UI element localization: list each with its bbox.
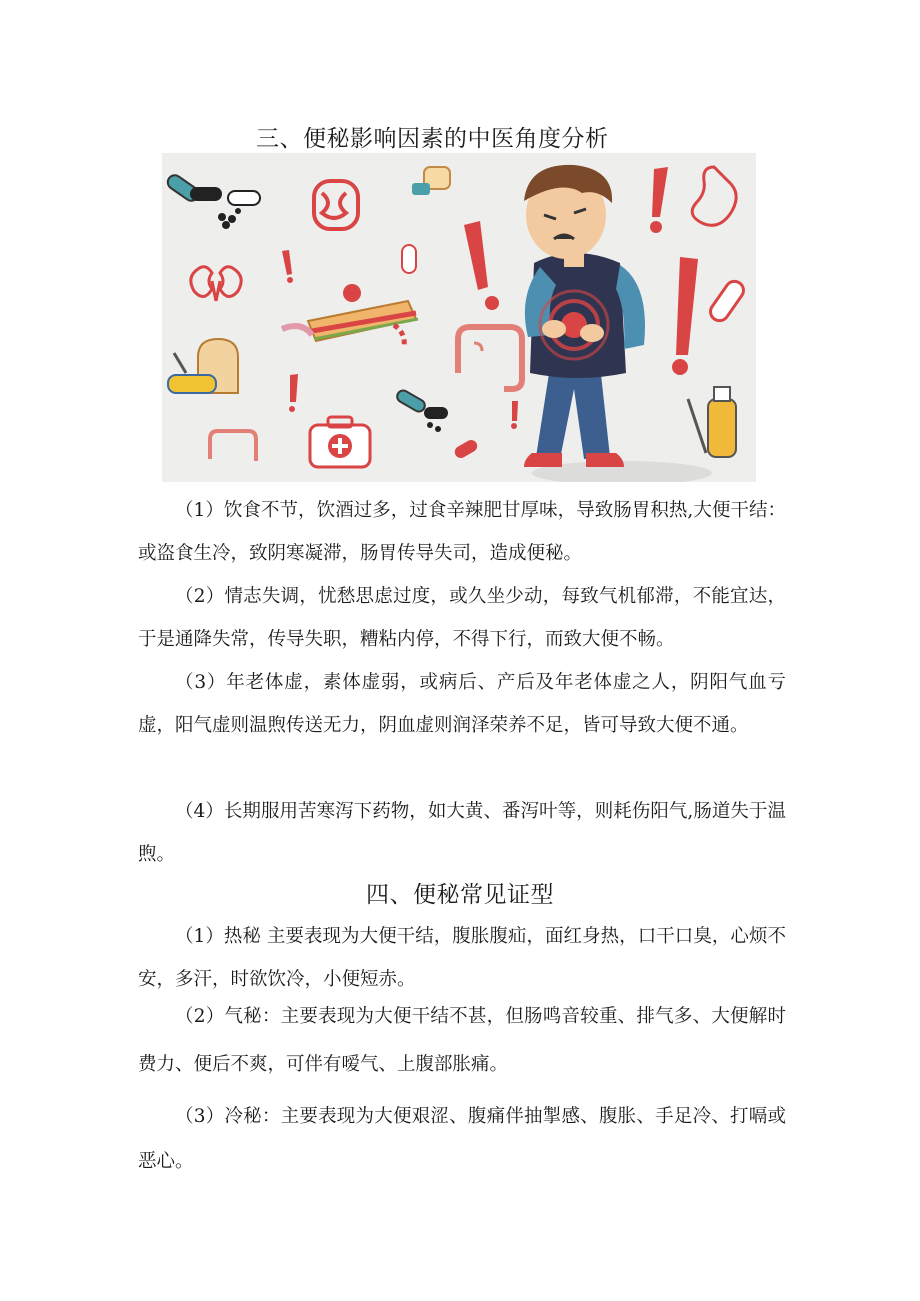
section-4-paragraph-2: （2）气秘：主要表现为大便干结不甚，但肠鸣音较重、排气多、大便解时费力、便后不爽，可伴有嗳气、上腹部胀痛。 <box>138 1006 786 1075</box>
pill-icon <box>395 388 479 460</box>
intestine-icon <box>314 181 358 229</box>
pill-icon <box>707 278 747 324</box>
bread-icon <box>168 339 238 393</box>
intestine-icon <box>210 431 256 461</box>
kidney-icon <box>191 267 241 301</box>
section-3-paragraph-3: （3）年老体虚，素体虚弱，或病后、产后及年老体虚之人，阴阳气血亏虚，阳气虚则温煦传送无力，阴血虚则润泽荣养不足，皆可导致大便不通。 <box>138 672 786 736</box>
constipation-illustration <box>162 153 756 482</box>
pill-icon <box>402 245 416 273</box>
section-3-paragraph-2: （2）情志失调，忧愁思虑过度，或久坐少动，每致气机郁滞，不能宜达，于是通降失常，传导失职，糟粘内停，不得下行，而致大便不畅。 <box>138 586 786 650</box>
section-3-paragraph-1: （1）饮食不节，饮酒过多，过食辛辣肥甘厚味，导致肠胃积热,大便干结：或盗食生冷，致阴寒凝滞，肠胃传导失司，造成便秘。 <box>138 500 786 564</box>
first-aid-kit-icon <box>310 417 370 467</box>
section-3-paragraph-4: （4）长期服用苦寒泻下药物，如大黄、番泻叶等，则耗伤阳气,肠道失于温煦。 <box>138 801 786 865</box>
section-4-title: 四、便秘常见证型 <box>366 882 554 908</box>
bread-icon <box>412 167 450 195</box>
pill-icon <box>165 173 260 229</box>
section-4-paragraph-3: （3）冷秘：主要表现为大便艰涩、腹痛伴抽掣感、腹胀、手足冷、打嗝或恶心。 <box>138 1106 786 1172</box>
section-3-title: 三、便秘影响因素的中医角度分析 <box>256 126 609 152</box>
intestine-icon <box>458 327 522 389</box>
bottle-icon <box>688 387 736 457</box>
section-4-paragraph-1: （1）热秘 主要表现为大便干结，腹胀腹疝，面红身热，口干口臭，心烦不安，多汗，时欲饮冷，小便短赤。 <box>138 926 786 990</box>
sandwich-icon <box>282 284 418 347</box>
stomach-icon <box>692 167 736 225</box>
